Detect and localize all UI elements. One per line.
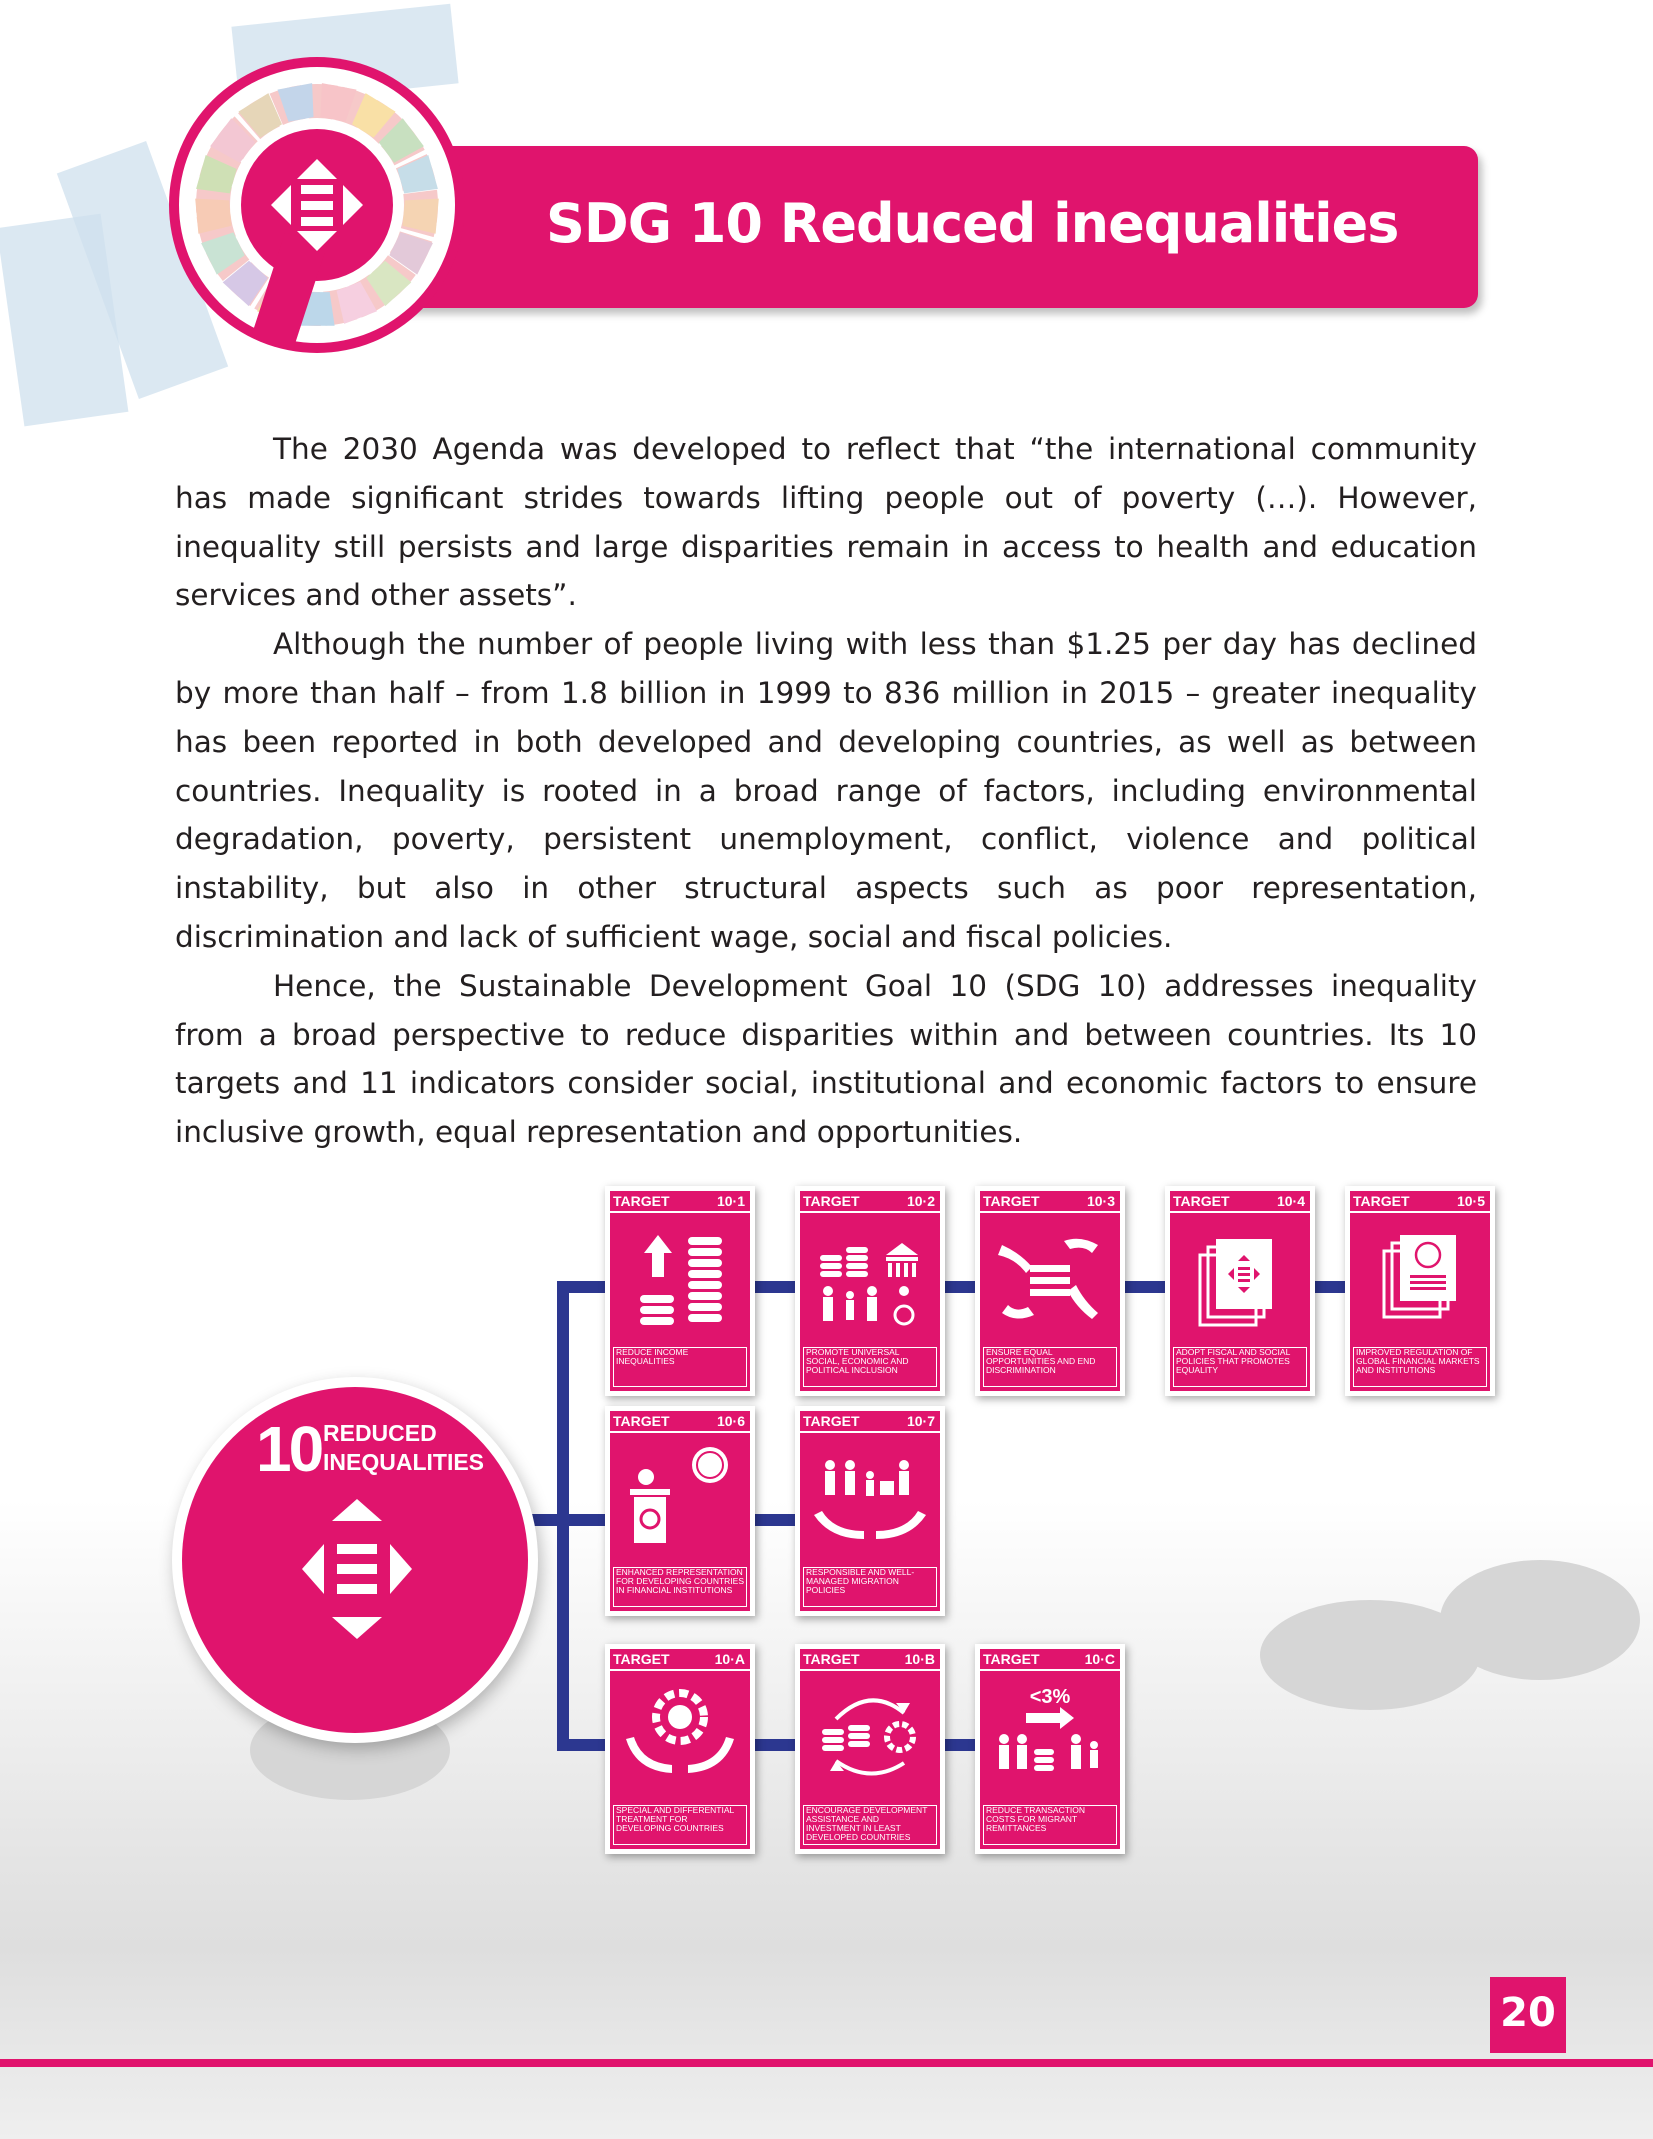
- financial-regulation-icon: [1350, 1215, 1490, 1343]
- card-caption: REDUCE INCOME INEQUALITIES: [613, 1347, 747, 1387]
- card-heading: TARGET: [1173, 1193, 1230, 1209]
- target-card-10-6: [605, 1406, 755, 1616]
- page-number-badge: [1490, 1977, 1566, 2053]
- card-caption: ENSURE EQUAL OPPORTUNITIES AND END DISCRIMINATION: [983, 1347, 1117, 1387]
- card-heading: TARGET: [613, 1413, 670, 1429]
- card-header: [610, 1191, 750, 1213]
- card-header: [800, 1191, 940, 1213]
- target-card-10-c: [975, 1644, 1125, 1854]
- page-title: SDG 10 Reduced inequalities: [546, 192, 1399, 255]
- card-header: [980, 1649, 1120, 1671]
- card-number: 10·1: [716, 1193, 745, 1209]
- target-card-10-7: [795, 1406, 945, 1616]
- card-number: 10·4: [1276, 1193, 1305, 1209]
- representation-ballot-icon: [610, 1435, 750, 1563]
- card-number: 10·5: [1456, 1193, 1485, 1209]
- differential-treatment-icon: [610, 1673, 750, 1801]
- connector-line: [557, 1514, 607, 1526]
- card-heading: TARGET: [613, 1651, 670, 1667]
- inclusion-people-icon: [800, 1215, 940, 1343]
- target-card-10-b: [795, 1644, 945, 1854]
- card-caption: REDUCE TRANSACTION COSTS FOR MIGRANT REMITTANCES: [983, 1805, 1117, 1845]
- paragraph: Hence, the Sustainable Development Goal 10 (SDG 10) addresses inequality from a broad perspective to reduce disparities within and between countries. Its 10 targets and 11 indicators consider social, institutional and economic factors to ensure inclusive growth, equal representation and opportunities.: [175, 968, 1477, 1150]
- goal-label: REDUCED INEQUALITIES: [323, 1420, 485, 1475]
- goal-number: 10: [256, 1413, 322, 1485]
- body-text: [175, 425, 1477, 1157]
- sdg10-goal-badge: [182, 1387, 528, 1733]
- target-card-10-4: [1165, 1186, 1315, 1396]
- card-number: 10·6: [716, 1413, 745, 1429]
- card-number: 10·A: [714, 1651, 745, 1667]
- card-caption: ENHANCED REPRESENTATION FOR DEVELOPING COUNTRIES IN FINANCIAL INSTITUTIONS: [613, 1567, 747, 1607]
- card-header: [800, 1411, 940, 1433]
- income-coins-icon: [610, 1215, 750, 1343]
- target-card-10-1: [605, 1186, 755, 1396]
- card-header: [800, 1649, 940, 1671]
- connector-line: [557, 1739, 607, 1751]
- card-header: [1350, 1191, 1490, 1213]
- target-card-10-5: [1345, 1186, 1495, 1396]
- card-caption: IMPROVED REGULATION OF GLOBAL FINANCIAL MARKETS AND INSTITUTIONS: [1353, 1347, 1487, 1387]
- remittance-costs-icon: [980, 1673, 1120, 1801]
- card-heading: TARGET: [983, 1651, 1040, 1667]
- policy-documents-icon: [1170, 1215, 1310, 1343]
- card-number: 10·C: [1084, 1651, 1115, 1667]
- card-header: [610, 1649, 750, 1671]
- footer-rule: [0, 2059, 1653, 2067]
- card-header: [610, 1411, 750, 1433]
- card-number: 10·3: [1086, 1193, 1115, 1209]
- equal-opportunity-hands-icon: [980, 1215, 1120, 1343]
- equality-arrows-icon: [302, 1499, 412, 1639]
- card-caption: SPECIAL AND DIFFERENTIAL TREATMENT FOR DEVELOPING COUNTRIES: [613, 1805, 747, 1845]
- connector-line: [557, 1281, 607, 1293]
- development-investment-icon: [800, 1673, 940, 1801]
- target-card-10-2: [795, 1186, 945, 1396]
- card-number: 10·7: [906, 1413, 935, 1429]
- background-palm-tree: [1440, 1560, 1640, 1680]
- migration-family-icon: [800, 1435, 940, 1563]
- card-header: [980, 1191, 1120, 1213]
- icon-text: <3%: [1029, 1686, 1071, 1708]
- card-heading: TARGET: [803, 1413, 860, 1429]
- card-heading: TARGET: [983, 1193, 1040, 1209]
- card-caption: PROMOTE UNIVERSAL SOCIAL, ECONOMIC AND POLITICAL INCLUSION: [803, 1347, 937, 1387]
- card-heading: TARGET: [803, 1193, 860, 1209]
- card-number: 10·2: [906, 1193, 935, 1209]
- card-caption: ADOPT FISCAL AND SOCIAL POLICIES THAT PROMOTES EQUALITY: [1173, 1347, 1307, 1387]
- card-caption: RESPONSIBLE AND WELL-MANAGED MIGRATION POLICIES: [803, 1567, 937, 1607]
- paragraph: The 2030 Agenda was developed to reflect that “the international community has made significant strides towards lifting people out of poverty (…). However, inequality still persists and large disparities remain in access to health and education services and other assets”.: [175, 432, 1477, 613]
- card-number: 10·B: [904, 1651, 935, 1667]
- card-heading: TARGET: [613, 1193, 670, 1209]
- card-caption: ENCOURAGE DEVELOPMENT ASSISTANCE AND INVESTMENT IN LEAST DEVELOPED COUNTRIES: [803, 1805, 937, 1845]
- target-card-10-3: [975, 1186, 1125, 1396]
- paragraph: Although the number of people living with less than $1.25 per day has declined by more than half – from 1.8 billion in 1999 to 836 million in 2015 – greater inequality has been reported in both developed and developing countries, as well as between countries. Inequality is rooted in a broad range of factors, including environmental degradation, poverty, persistent unemployment, conflict, violence and political instability, but also in other structural aspects such as poor representation, discrimination and lack of sufficient wage, social and fiscal policies.: [175, 627, 1477, 954]
- card-heading: TARGET: [1353, 1193, 1410, 1209]
- card-header: [1170, 1191, 1310, 1213]
- page-number: 20: [1500, 1990, 1556, 2036]
- sdg-wheel-icon: [167, 55, 467, 355]
- card-heading: TARGET: [803, 1651, 860, 1667]
- target-card-10-a: [605, 1644, 755, 1854]
